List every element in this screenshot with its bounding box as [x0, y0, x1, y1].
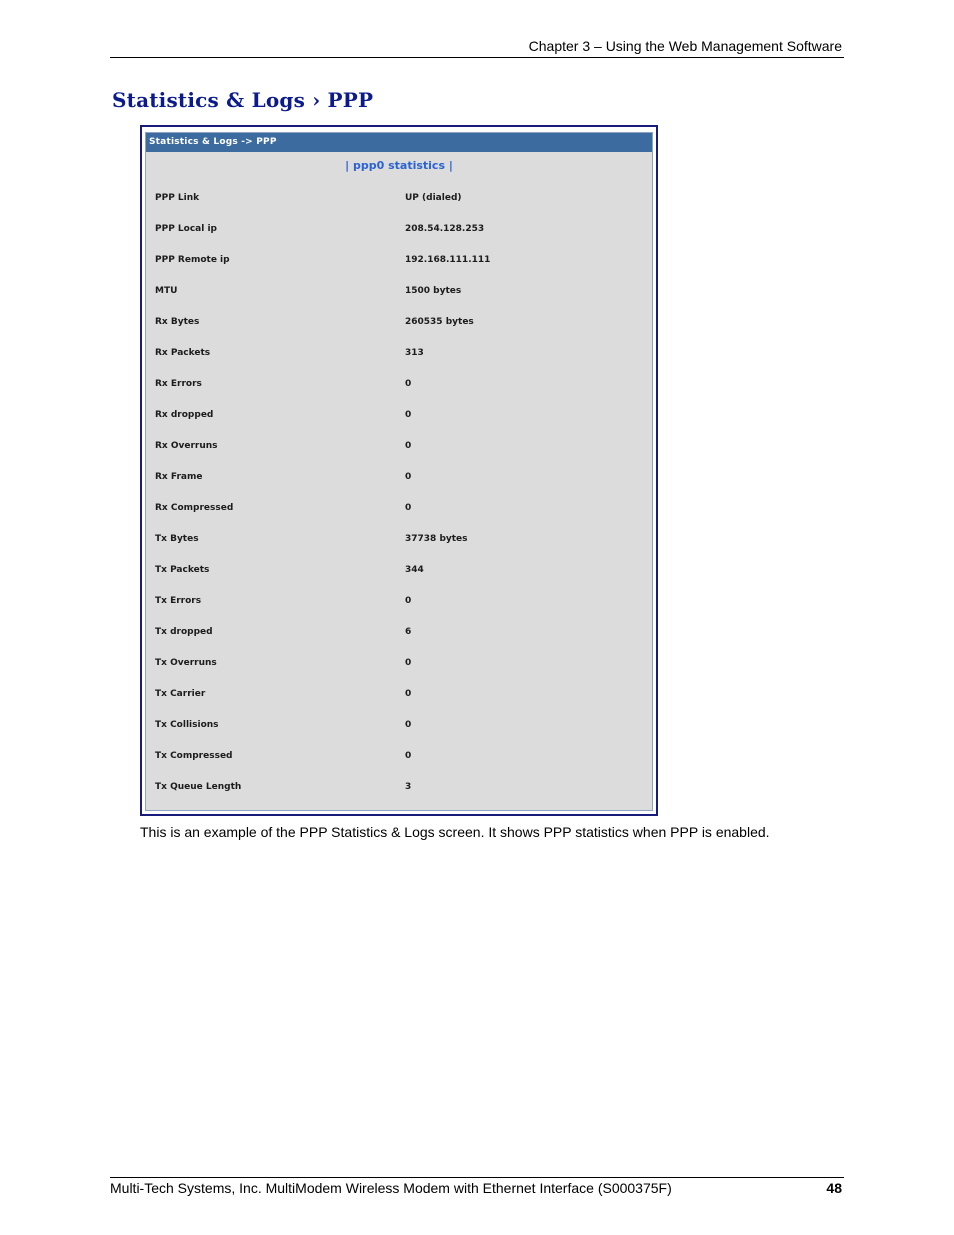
header-divider — [110, 57, 844, 58]
stat-label: Tx Errors — [155, 596, 202, 606]
panel-title-bar: Statistics & Logs -> PPP — [146, 133, 652, 152]
figure-caption: This is an example of the PPP Statistics & Logs screen. It shows PPP statistics when PPP is enabled. — [140, 824, 770, 840]
stat-value: 0 — [405, 503, 412, 513]
section-title: Statistics & Logs › PPP — [112, 88, 374, 112]
stat-label: Rx Compressed — [155, 503, 234, 513]
stat-label: PPP Remote ip — [155, 255, 230, 265]
page-number: 48 — [826, 1180, 842, 1196]
stat-row — [146, 658, 652, 689]
stat-value: 0 — [405, 472, 412, 482]
stat-value: 0 — [405, 379, 412, 389]
stat-row — [146, 193, 652, 224]
stat-row — [146, 627, 652, 658]
stat-row — [146, 255, 652, 286]
stat-value: 192.168.111.111 — [405, 255, 491, 265]
stat-row — [146, 286, 652, 317]
stat-row — [146, 534, 652, 565]
stat-row — [146, 441, 652, 472]
stat-value: 208.54.128.253 — [405, 224, 485, 234]
stat-value: 3 — [405, 782, 412, 792]
stat-label: Rx Frame — [155, 472, 203, 482]
stat-label: Tx Carrier — [155, 689, 206, 699]
stat-label: MTU — [155, 286, 178, 296]
stat-label: PPP Link — [155, 193, 200, 203]
ppp0-statistics-heading: | ppp0 statistics | — [345, 159, 453, 172]
stat-value: 0 — [405, 658, 412, 668]
stat-label: Tx Queue Length — [155, 782, 242, 792]
stat-row — [146, 689, 652, 720]
stat-label: Tx Collisions — [155, 720, 219, 730]
stat-label: Rx Overruns — [155, 441, 218, 451]
ppp-statistics-screenshot — [140, 125, 658, 816]
statistics-panel — [145, 132, 653, 811]
stat-row — [146, 782, 652, 813]
stat-value: 0 — [405, 596, 412, 606]
stat-value: 0 — [405, 410, 412, 420]
stat-label: PPP Local ip — [155, 224, 217, 234]
stat-value: 344 — [405, 565, 424, 575]
stat-row — [146, 596, 652, 627]
stat-label: Rx Bytes — [155, 317, 200, 327]
footer-divider — [110, 1177, 844, 1178]
stat-row — [146, 720, 652, 751]
stat-label: Tx Bytes — [155, 534, 199, 544]
stat-label: Tx Overruns — [155, 658, 217, 668]
stat-row — [146, 503, 652, 534]
stat-value: 0 — [405, 720, 412, 730]
stat-label: Rx Packets — [155, 348, 211, 358]
stat-label: Rx Errors — [155, 379, 202, 389]
stat-value: 260535 bytes — [405, 317, 474, 327]
stat-row — [146, 348, 652, 379]
stat-row — [146, 224, 652, 255]
stat-label: Rx dropped — [155, 410, 214, 420]
stat-label: Tx Packets — [155, 565, 210, 575]
statistics-list — [146, 193, 652, 813]
stat-value: 313 — [405, 348, 424, 358]
stat-row — [146, 317, 652, 348]
stat-row — [146, 410, 652, 441]
stat-value: 6 — [405, 627, 412, 637]
stat-label: Tx dropped — [155, 627, 213, 637]
stat-value: 0 — [405, 441, 412, 451]
stat-row — [146, 751, 652, 782]
stat-value: 0 — [405, 689, 412, 699]
stat-value: 37738 bytes — [405, 534, 468, 544]
stat-value: 1500 bytes — [405, 286, 462, 296]
stat-label: Tx Compressed — [155, 751, 233, 761]
stat-row — [146, 379, 652, 410]
stat-row — [146, 565, 652, 596]
stat-value: 0 — [405, 751, 412, 761]
stat-row — [146, 472, 652, 503]
chapter-header: Chapter 3 – Using the Web Management Software — [528, 38, 842, 54]
stat-value: UP (dialed) — [405, 193, 462, 203]
footer-company: Multi-Tech Systems, Inc. MultiModem Wireless Modem with Ethernet Interface (S000375F) — [110, 1180, 672, 1196]
